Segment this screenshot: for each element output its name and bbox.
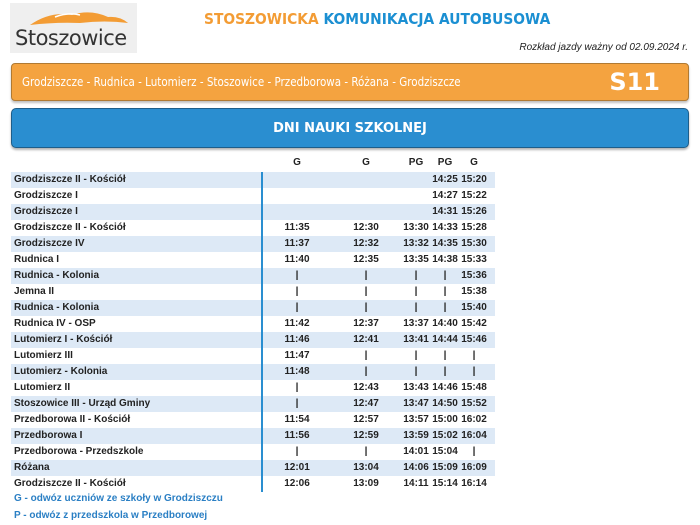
- departure-time: 12:32: [353, 238, 379, 249]
- departure-time: 11:56: [284, 430, 310, 441]
- days-banner: [11, 108, 689, 148]
- table-row: [11, 364, 495, 380]
- departure-time: |: [443, 350, 447, 361]
- departure-time: |: [364, 302, 368, 313]
- table-row: [11, 332, 495, 348]
- departure-time: 14:35: [432, 238, 458, 249]
- departure-time: 11:47: [284, 350, 310, 361]
- route-stops: Grodziszcze - Rudnica - Lutomierz - Stoszowice - Przedborowa - Różana - Grodziszcze: [22, 75, 461, 89]
- days-label: DNI NAUKI SZKOLNEJ: [273, 121, 427, 136]
- column-headers: [0, 157, 700, 171]
- table-row: [11, 252, 495, 268]
- legend-item: G - odwóz uczniów ze szkoły w Grodziszczu: [14, 493, 223, 504]
- table-row: [11, 348, 495, 364]
- table-row: [11, 428, 495, 444]
- departure-time: 12:01: [284, 462, 310, 473]
- stop-name: Grodziszcze I: [14, 190, 78, 201]
- stop-name: Różana: [14, 462, 50, 473]
- departure-time: 13:47: [403, 398, 429, 409]
- departure-time: 15:20: [461, 174, 487, 185]
- column-header: G: [293, 157, 301, 168]
- departure-time: 11:40: [284, 254, 310, 265]
- departure-time: |: [414, 302, 418, 313]
- departure-time: |: [295, 270, 299, 281]
- stop-name: Przedborowa - Przedszkole: [14, 446, 144, 457]
- departure-time: 13:43: [403, 382, 429, 393]
- route-code: S11: [609, 68, 660, 96]
- departure-time: 15:40: [461, 302, 487, 313]
- departure-time: 15:02: [432, 430, 458, 441]
- departure-time: |: [295, 382, 299, 393]
- departure-time: |: [364, 286, 368, 297]
- departure-time: |: [295, 286, 299, 297]
- stop-name: Grodziszcze IV: [14, 238, 85, 249]
- departure-time: |: [295, 446, 299, 457]
- departure-time: |: [364, 446, 368, 457]
- departure-time: 14:38: [432, 254, 458, 265]
- departure-time: 12:30: [353, 222, 379, 233]
- departure-time: |: [414, 270, 418, 281]
- departure-time: 15:30: [461, 238, 487, 249]
- company-logo: [10, 3, 137, 53]
- departure-time: 15:36: [461, 270, 487, 281]
- table-row: [11, 396, 495, 412]
- stop-name: Jemna II: [14, 286, 55, 297]
- departure-time: 13:32: [403, 238, 429, 249]
- table-row: [11, 444, 495, 460]
- departure-time: |: [364, 366, 368, 377]
- departure-time: 11:46: [284, 334, 310, 345]
- departure-time: 15:04: [432, 446, 458, 457]
- departure-time: 11:48: [284, 366, 310, 377]
- table-row: [11, 460, 495, 476]
- departure-time: 13:57: [403, 414, 429, 425]
- stop-name: Rudnica - Kolonia: [14, 270, 99, 281]
- departure-time: 11:54: [284, 414, 310, 425]
- departure-time: 12:06: [284, 478, 310, 489]
- stop-name: Grodziszcze II - Kościół: [14, 222, 126, 233]
- company-name-part1: STOSZOWICKA: [204, 10, 319, 28]
- departure-time: 13:59: [403, 430, 429, 441]
- departure-time: 14:46: [432, 382, 458, 393]
- departure-time: 11:35: [284, 222, 310, 233]
- departure-time: 15:42: [461, 318, 487, 329]
- departure-time: 14:31: [432, 206, 458, 217]
- departure-time: 15:33: [461, 254, 487, 265]
- departure-time: 12:41: [353, 334, 379, 345]
- column-divider: [261, 172, 263, 492]
- column-header: PG: [437, 157, 453, 168]
- departure-time: 16:09: [461, 462, 487, 473]
- departure-time: 15:52: [461, 398, 487, 409]
- stop-name: Grodziszcze II - Kościół: [14, 174, 126, 185]
- departure-time: 12:37: [353, 318, 379, 329]
- departure-time: |: [364, 350, 368, 361]
- stop-name: Rudnica - Kolonia: [14, 302, 99, 313]
- route-banner: [11, 63, 689, 101]
- departure-time: 16:14: [461, 478, 487, 489]
- table-row: [11, 316, 495, 332]
- table-row: [11, 172, 495, 188]
- table-row: [11, 204, 495, 220]
- timetable: [11, 172, 495, 492]
- departure-time: |: [443, 270, 447, 281]
- company-name-part2: KOMUNIKACJA AUTOBUSOWA: [323, 10, 551, 28]
- departure-time: 12:35: [353, 254, 379, 265]
- departure-time: |: [472, 366, 476, 377]
- departure-time: |: [295, 398, 299, 409]
- departure-time: 11:42: [284, 318, 310, 329]
- departure-time: 13:35: [403, 254, 429, 265]
- departure-time: 13:04: [353, 462, 379, 473]
- departure-time: 15:22: [461, 190, 487, 201]
- stop-name: Grodziszcze I: [14, 206, 78, 217]
- table-row: [11, 412, 495, 428]
- stop-name: Rudnica IV - OSP: [14, 318, 96, 329]
- stop-name: Lutomierz II: [14, 382, 71, 393]
- departure-time: |: [295, 302, 299, 313]
- table-row: [11, 380, 495, 396]
- departure-time: 14:40: [432, 318, 458, 329]
- departure-time: 14:25: [432, 174, 458, 185]
- company-name: [204, 10, 550, 28]
- departure-time: |: [472, 350, 476, 361]
- departure-time: 12:43: [353, 382, 379, 393]
- departure-time: 15:46: [461, 334, 487, 345]
- logo-text: Stoszowice: [15, 26, 127, 50]
- departure-time: 14:01: [403, 446, 429, 457]
- column-header: G: [470, 157, 478, 168]
- table-row: [11, 476, 495, 492]
- departure-time: 15:09: [432, 462, 458, 473]
- departure-time: 13:09: [353, 478, 379, 489]
- stop-name: Przedborowa I: [14, 430, 83, 441]
- column-header: G: [362, 157, 370, 168]
- table-row: [11, 284, 495, 300]
- departure-time: |: [472, 446, 476, 457]
- column-header: PG: [408, 157, 424, 168]
- departure-time: 14:06: [403, 462, 429, 473]
- table-row: [11, 188, 495, 204]
- departure-time: 14:33: [432, 222, 458, 233]
- departure-time: 11:37: [284, 238, 310, 249]
- departure-time: 14:44: [432, 334, 458, 345]
- departure-time: 15:14: [432, 478, 458, 489]
- departure-time: 14:27: [432, 190, 458, 201]
- departure-time: 15:48: [461, 382, 487, 393]
- departure-time: 14:11: [403, 478, 429, 489]
- departure-time: |: [443, 286, 447, 297]
- departure-time: |: [414, 286, 418, 297]
- table-row: [11, 300, 495, 316]
- departure-time: 16:04: [461, 430, 487, 441]
- departure-time: 12:59: [353, 430, 379, 441]
- table-row: [11, 236, 495, 252]
- departure-time: |: [364, 270, 368, 281]
- stop-name: Lutomierz I - Kościół: [14, 334, 113, 345]
- departure-time: |: [443, 366, 447, 377]
- departure-time: 12:57: [353, 414, 379, 425]
- legend-item: P - odwóz z przedszkola w Przedborowej: [14, 510, 208, 521]
- stop-name: Grodziszcze II - Kościół: [14, 478, 126, 489]
- departure-time: 15:38: [461, 286, 487, 297]
- stop-name: Stoszowice III - Urząd Gminy: [14, 398, 151, 409]
- departure-time: 15:00: [432, 414, 458, 425]
- departure-time: 15:28: [461, 222, 487, 233]
- validity-note: Rozkład jazdy ważny od 02.09.2024 r.: [519, 42, 688, 53]
- departure-time: |: [414, 366, 418, 377]
- departure-time: |: [414, 350, 418, 361]
- table-row: [11, 220, 495, 236]
- departure-time: 13:41: [403, 334, 429, 345]
- table-row: [11, 268, 495, 284]
- stop-name: Lutomierz - Kolonia: [14, 366, 108, 377]
- departure-time: |: [443, 302, 447, 313]
- departure-time: 12:47: [353, 398, 379, 409]
- departure-time: 15:26: [461, 206, 487, 217]
- stop-name: Lutomierz III: [14, 350, 73, 361]
- stop-name: Rudnica I: [14, 254, 60, 265]
- stop-name: Przedborowa II - Kościół: [14, 414, 131, 425]
- departure-time: 13:30: [403, 222, 429, 233]
- departure-time: 16:02: [461, 414, 487, 425]
- departure-time: 13:37: [403, 318, 429, 329]
- departure-time: 14:50: [432, 398, 458, 409]
